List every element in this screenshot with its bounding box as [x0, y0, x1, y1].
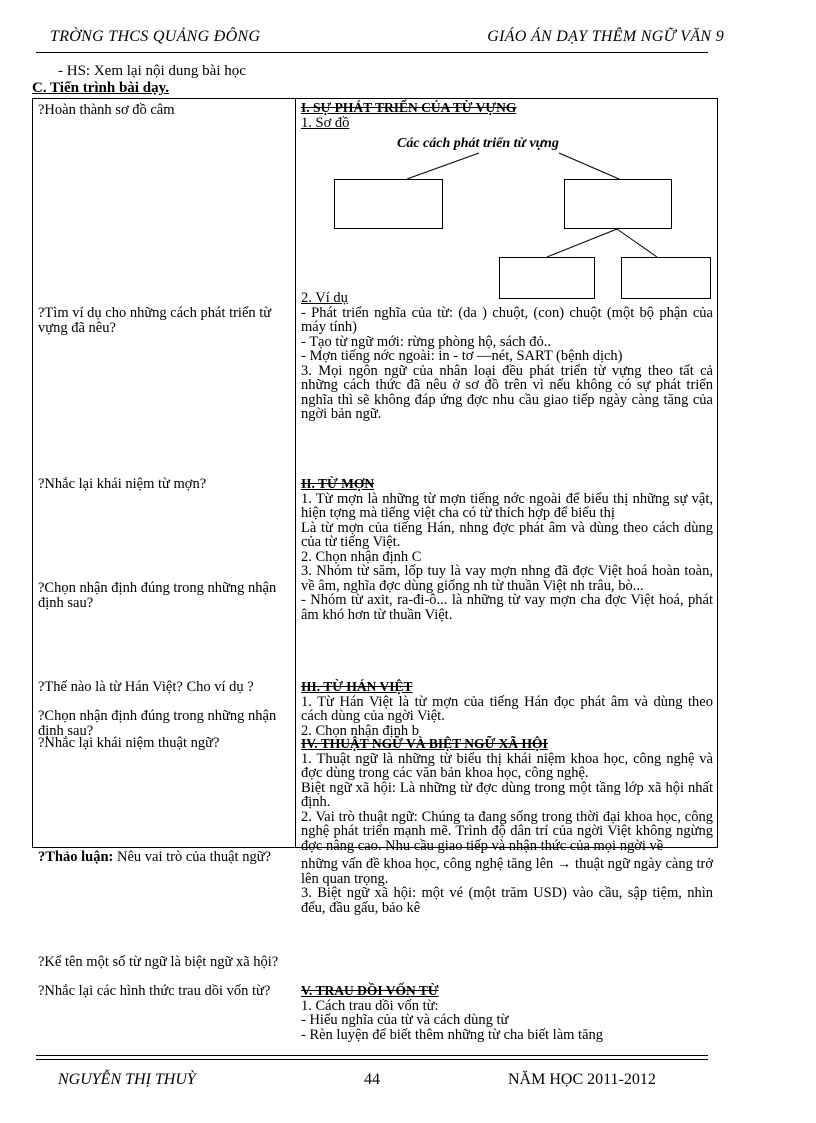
- question-10: ?Nhắc lại các hình thức trau dồi vốn từ?: [38, 983, 271, 999]
- subheading-examples: 2. Ví dụ: [301, 290, 348, 306]
- footer-school-year: NĂM HỌC 2011-2012: [508, 1071, 656, 1088]
- vocab-practice: - Rèn luyện để biết thêm những từ cha biết làm tăng: [301, 1026, 604, 1043]
- heading-development: I. SỰ PHÁT TRIỂN CỦA TỪ VỰNG: [301, 100, 517, 115]
- answers-section-3: [301, 680, 713, 738]
- jargon-definition: Biệt ngữ xã hội: Là những từ đợc dùng trong một tầng lớp xã hội nhất định.: [301, 779, 713, 810]
- question-4: ?Chọn nhận định đúng trong những nhận định sau?: [38, 580, 277, 611]
- vocab-understand: - Hiểu nghĩa của từ và cách dùng từ: [301, 1012, 509, 1028]
- question-9: ?Kể tên một số từ ngữ là biệt ngữ xã hội?: [38, 954, 279, 970]
- footer-rule-bottom: [36, 1059, 708, 1060]
- footer-page-number: 44: [364, 1071, 380, 1088]
- terminology-role: 2. Vai trò thuật ngữ: Chúng ta đang sống trong thời đại khoa học, công nghệ phát triển mạnh mẽ. Trình độ dân trí của ngời Việt không ngừng đợc nâng cao. Nhu cầu giao tiếp và nhận thức của mọi ngời về: [301, 808, 713, 854]
- example-new-words: - Tạo từ ngữ mới: rừng phòng hộ, sách đỏ..: [301, 333, 552, 350]
- heading-loanwords: II. TỪ MỢN: [301, 476, 375, 491]
- sino-definition: 1. Từ Hán Việt là từ mợn của tiếng Hán đọc phát âm và dùng theo cách dùng của ngời Việt.: [301, 693, 713, 724]
- blank-diagram: [301, 129, 713, 299]
- jargon-examples: 3. Biệt ngữ xã hội: một vé (một trăm USD) vào cầu, sập tiệm, nhìn đểu, đầu gấu, bảo kê: [301, 885, 713, 916]
- loanword-group-1: 3. Nhóm từ săm, lốp tuy là vay mợn nhng đã đợc Việt hoá hoàn toàn, về âm, nghĩa đợc dùng giống nh từ thuần Việt nh trâu, bò...: [301, 563, 713, 594]
- vocab-method: 1. Cách trau dồi vốn từ:: [301, 997, 439, 1014]
- example-borrowing: - Mợn tiếng nớc ngoài: in - tơ ––nét, SART (bệnh dịch): [301, 348, 623, 364]
- diagram-title: Các cách phát triển từ vựng: [397, 136, 559, 151]
- subheading-diagram: 1. Sơ đồ: [301, 114, 350, 131]
- sino-choice: 2. Chọn nhận định b: [301, 722, 420, 739]
- terminology-role-cont: những vấn đề khoa học, công nghệ tăng lên → thuật ngữ ngày càng trở lên quan trọng.: [301, 856, 713, 887]
- header-rule: [36, 52, 708, 53]
- column-divider: [295, 99, 296, 847]
- question-6: ?Chọn nhận định đúng trong những nhận định sau?: [38, 708, 277, 739]
- question-7: ?Nhắc lại khái niệm thuật ngữ?: [38, 735, 220, 751]
- loanword-definition: 1. Từ mợn là những từ mợn tiếng nớc ngoài để biểu thị những sự vật, hiện tợng mà tiếng việt cha có từ thích hợp để biểu thị: [301, 490, 713, 521]
- example-meaning: - Phát triển nghĩa của từ: (da ) chuột, (con) chuột (một bộ phận của máy tính): [301, 304, 713, 335]
- development-conclusion: 3. Mọi ngôn ngữ của nhân loại đều phát triển từ vựng theo tất cả những cách thức đã nêu ở sơ đồ trên vì nếu không có sự phát triển nghĩa thì sẽ không đáp ứng đợc nhu cầu giao tiếp ngày càng tăng của ngời bản ngữ.: [301, 362, 713, 422]
- heading-sino-vietnamese: III. TỪ HÁN VIỆT: [301, 679, 413, 694]
- heading-vocabulary: V. TRAU DỒI VỐN TỪ: [301, 983, 439, 998]
- loanword-han: Là từ mợn của tiếng Hán, nhng đợc phát âm và dùng theo cách dùng của từ tiếng Việt.: [301, 519, 713, 550]
- answers-section-1: [301, 101, 713, 130]
- loanword-group-2: - Nhóm từ axit, ra-đi-ô... là những từ vay mợn cha đợc Việt hoá, phát âm khó hơn từ thuần Việt.: [301, 592, 713, 623]
- answers-section-5: [301, 984, 713, 1042]
- loanword-choice: 2. Chọn nhận định C: [301, 548, 422, 565]
- header-school: TRỜNG THCS QUẢNG ĐÔNG: [50, 28, 261, 45]
- footer-author: NGUYỄN THỊ THUỲ: [58, 1071, 196, 1088]
- footer-rule-top: [36, 1055, 708, 1056]
- answers-section-1-examples: [301, 291, 713, 422]
- lesson-table: [32, 98, 718, 1043]
- discussion-label: ?Thảo luận:: [38, 849, 114, 865]
- discussion-text: Nêu vai trò của thuật ngữ?: [113, 849, 271, 865]
- answers-section-2: [301, 477, 713, 622]
- answers-section-4: [301, 737, 713, 915]
- question-5: ?Thế nào là từ Hán Việt? Cho ví dụ ?: [38, 679, 254, 695]
- header-title: GIÁO ÁN DẠY THÊM NGỮ VĂN 9: [487, 28, 724, 45]
- terminology-definition: 1. Thuật ngữ là những từ biểu thị khái niệm khoa học, công nghệ và đợc dùng trong các văn bản khoa học, công nghệ.: [301, 750, 713, 781]
- heading-terminology: IV. THUẬT NGỮ VÀ BIỆT NGỮ XÃ HỘI: [301, 736, 548, 751]
- question-8: [38, 850, 288, 865]
- question-3: ?Nhắc lại khái niệm từ mợn?: [38, 476, 207, 492]
- diagram-box-left: [334, 179, 443, 229]
- question-1: ?Hoàn thành sơ đồ câm: [38, 102, 175, 118]
- section-title: C. Tiến trình bài dạy.: [32, 80, 169, 96]
- question-2: ?Tìm ví dụ cho những cách phát triển từ vựng đã nêu?: [38, 305, 272, 336]
- prelude-line: - HS: Xem lại nội dung bài học: [58, 63, 246, 79]
- diagram-box-right: [564, 179, 672, 229]
